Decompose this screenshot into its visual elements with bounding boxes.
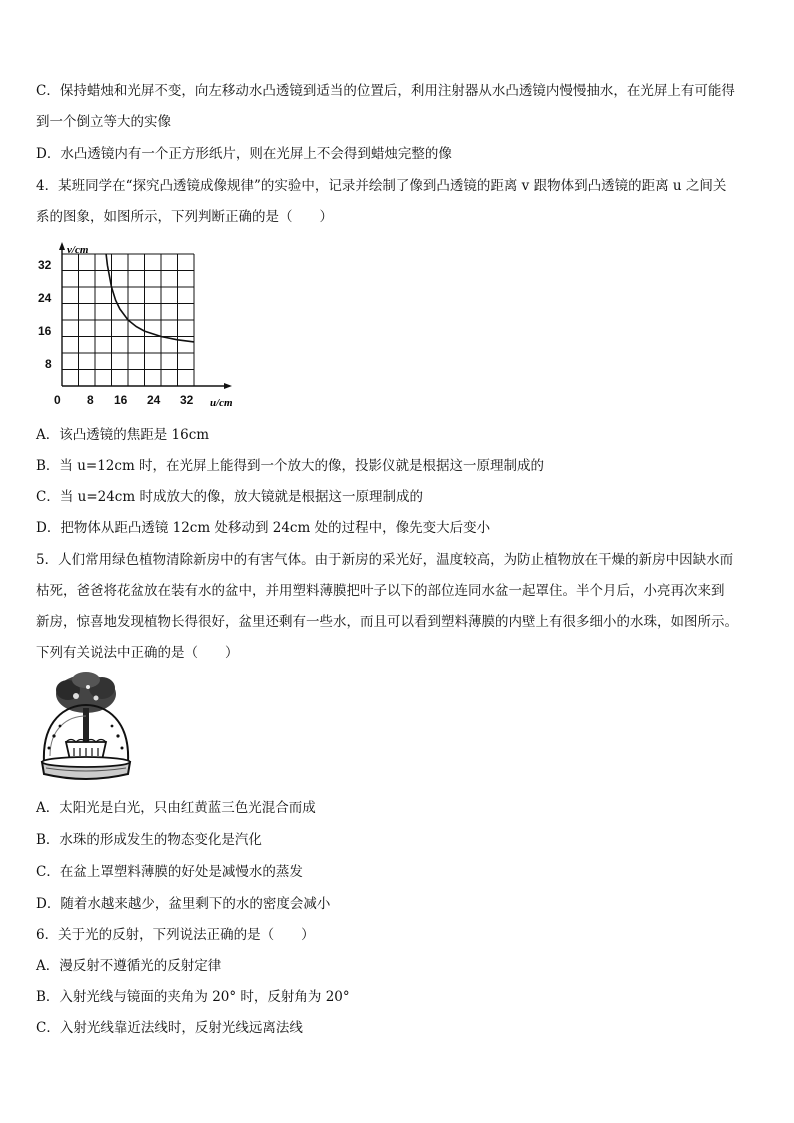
q4-option-c: C．当 u=24cm 时成放大的像，放大镜就是根据这一原理制成的 xyxy=(36,489,423,505)
q6-option-a: A．漫反射不遵循光的反射定律 xyxy=(36,958,222,974)
q5-option-b: B．水珠的形成发生的物态变化是汽化 xyxy=(36,832,262,848)
x-tick-0: 0 xyxy=(54,393,61,407)
x-axis-label: u/cm xyxy=(210,397,233,409)
x-tick-8: 8 xyxy=(87,393,94,407)
q5-stem-line2: 枯死，爸爸将花盆放在装有水的盆中，并用塑料薄膜把叶子以下的部位连同水盆一起罩住。半个月后，小亮再次来到 xyxy=(36,583,725,599)
q6-option-c: C．入射光线靠近法线时，反射光线远离法线 xyxy=(36,1020,303,1036)
plant-stem xyxy=(83,708,89,744)
q5-option-c: C．在盆上罩塑料薄膜的好处是减慢水的蒸发 xyxy=(36,864,303,880)
q3-option-c-line1: C．保持蜡烛和光屏不变，向左移动水凸透镜到适当的位置后，利用注射器从水凸透镜内慢慢抽水，在光屏上有可能得 xyxy=(36,83,735,99)
q6-option-b: B．入射光线与镜面的夹角为 20° 时，反射角为 20° xyxy=(36,989,350,1005)
plant-foliage xyxy=(56,672,116,713)
q6-stem: 6．关于光的反射，下列说法正确的是（ ） xyxy=(36,927,315,943)
q4-option-a: A．该凸透镜的焦距是 16cm xyxy=(36,427,210,443)
y-tick-32: 32 xyxy=(38,258,52,272)
x-tick-24: 24 xyxy=(147,393,161,407)
q4-v-u-graph xyxy=(36,240,246,415)
y-axis-arrow xyxy=(59,242,65,250)
q5-option-a: A．太阳光是白光，只由红黄蓝三色光混合而成 xyxy=(36,800,316,816)
q4-option-b: B．当 u=12cm 时，在光屏上能得到一个放大的像，投影仪就是根据这一原理制成的 xyxy=(36,458,545,474)
y-tick-24: 24 xyxy=(38,291,52,305)
q4-option-d: D．把物体从距凸透镜 12cm 处移动到 24cm 处的过程中，像先变大后变小 xyxy=(36,520,491,536)
x-tick-32: 32 xyxy=(180,393,194,407)
q5-plant-under-film-figure xyxy=(36,670,136,788)
q3-option-d: D．水凸透镜内有一个正方形纸片，则在光屏上不会得到蜡烛完整的像 xyxy=(36,146,452,162)
y-tick-8: 8 xyxy=(45,357,52,371)
q5-option-d: D．随着水越来越少，盆里剩下的水的密度会减小 xyxy=(36,896,331,912)
y-tick-16: 16 xyxy=(38,324,52,338)
y-axis-label: v/cm xyxy=(67,244,89,256)
x-axis-arrow xyxy=(224,383,232,389)
q5-stem-line4: 下列有关说法中正确的是（ ） xyxy=(36,645,239,661)
q5-stem-line1: 5．人们常用绿色植物清除新房中的有害气体。由于新房的采光好，温度较高，为防止植物放在干燥的新房中因缺水而 xyxy=(36,552,734,568)
q4-stem-line1: 4．某班同学在“探究凸透镜成像规律”的实验中，记录并绘制了像到凸透镜的距离 v 跟物体到凸透镜的距离 u 之间关 xyxy=(36,178,727,194)
q3-option-c-line2: 到一个倒立等大的实像 xyxy=(36,114,171,130)
x-tick-16: 16 xyxy=(114,393,128,407)
v-u-curve xyxy=(106,254,194,342)
q4-stem-line2: 系的图象，如图所示，下列判断正确的是（ ） xyxy=(36,209,333,225)
graph-axes xyxy=(59,242,232,389)
q5-stem-line3: 新房，惊喜地发现植物长得很好，盆里还剩有一些水，而且可以看到塑料薄膜的内壁上有很多细小的水珠，如图所示。 xyxy=(36,614,738,630)
